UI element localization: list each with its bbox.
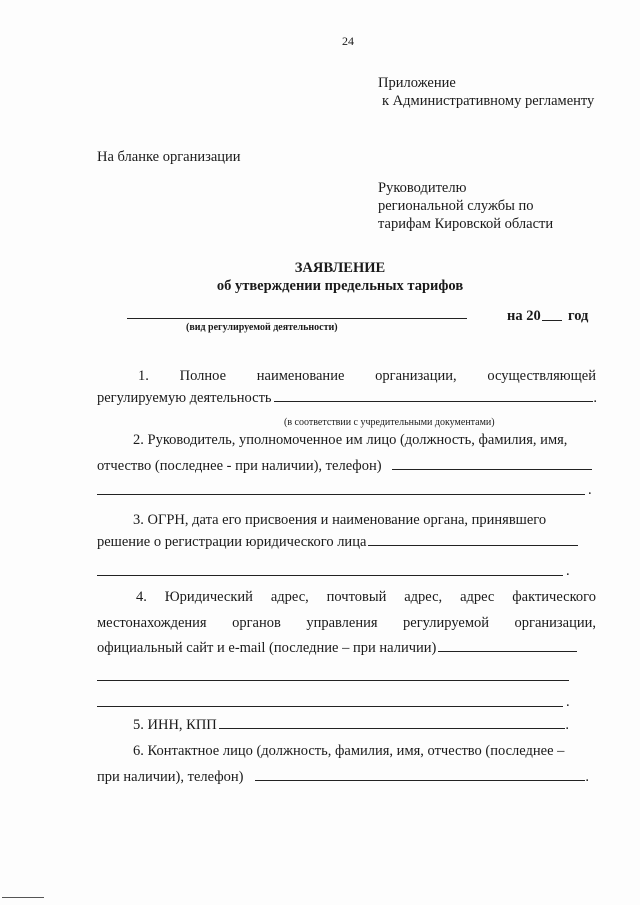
page-number: 24	[342, 34, 354, 48]
item-4-word: местонахождения	[97, 615, 207, 631]
inn-kpp-field[interactable]	[219, 716, 566, 729]
item-4-word: 4.	[136, 589, 147, 605]
item-2-label: отчество (последнее - при наличии), телефон)	[97, 458, 382, 474]
item-1-line-1	[138, 367, 596, 385]
item-4-line-1	[136, 588, 596, 606]
item-5-label: 5. ИНН, КПП	[133, 717, 217, 733]
item-1-caption: (в соответствии с учредительными документами)	[284, 417, 495, 428]
item-1-label: регулируемую деятельность	[97, 390, 272, 406]
item-5-line	[133, 716, 569, 734]
item-4-label: официальный сайт и e-mail (последние – при наличии)	[97, 640, 437, 656]
item-4-word: управления	[306, 615, 378, 631]
scan-edge-mark	[2, 897, 44, 898]
item-4-word: фактического	[512, 589, 596, 605]
item-6-line-1: 6. Контактное лицо (должность, фамилия, имя, отчество (последнее –	[133, 743, 565, 759]
item-1-word: 1.	[138, 368, 149, 384]
addressee-line-3: тарифам Кировской области	[378, 216, 554, 232]
item-1-end: .	[593, 390, 597, 406]
item-4-word: адрес,	[404, 589, 443, 605]
item-4-word: Юридический	[164, 589, 253, 605]
item-6-end: .	[585, 769, 589, 785]
item-3-end: .	[566, 563, 570, 579]
ogrn-field-continued[interactable]	[97, 575, 563, 576]
item-4-word: адрес	[460, 589, 495, 605]
organization-name-field[interactable]	[274, 389, 594, 402]
item-4-word: регулируемой	[403, 615, 490, 631]
appendix-line-1: Приложение	[378, 75, 456, 91]
ogrn-field[interactable]	[368, 533, 578, 546]
year-suffix: год	[568, 308, 589, 324]
item-6-line-2	[97, 768, 589, 786]
letterhead-note: На бланке организации	[97, 149, 241, 165]
item-4-word: адрес,	[270, 589, 309, 605]
item-3-label: решение о регистрации юридического лица	[97, 534, 367, 550]
activity-type-field[interactable]	[127, 318, 467, 319]
item-4-word: органов	[232, 615, 281, 631]
addressee-line-1: Руководителю	[378, 180, 467, 196]
item-5-end: .	[565, 717, 569, 733]
item-1-line-2	[97, 389, 597, 407]
year-field[interactable]	[542, 320, 562, 321]
item-1-word: осуществляющей	[487, 368, 596, 384]
item-2-line-1: 2. Руководитель, уполномоченное им лицо (должность, фамилия, имя,	[133, 432, 568, 448]
item-3-line-1: 3. ОГРН, дата его присвоения и наименование органа, принявшего	[133, 512, 547, 528]
item-3-line-2	[97, 533, 578, 551]
item-1-word: наименование	[256, 368, 345, 384]
director-field[interactable]	[392, 457, 592, 470]
address-field-continued-2[interactable]	[97, 706, 563, 707]
appendix-line-2: к Административному регламенту	[382, 93, 595, 109]
year-prefix: на 20	[507, 308, 541, 324]
item-4-end: .	[566, 694, 570, 710]
item-4-line-2	[97, 614, 596, 632]
address-field-continued-1[interactable]	[97, 680, 569, 681]
item-6-label: при наличии), телефон)	[97, 769, 244, 785]
item-1-word: организации,	[375, 368, 457, 384]
item-4-word: почтовый	[326, 589, 387, 605]
activity-type-caption: (вид регулируемой деятельности)	[186, 322, 338, 333]
director-field-continued[interactable]	[97, 494, 585, 495]
addressee-line-2: региональной службы по	[378, 198, 534, 214]
document-subtitle: об утверждении предельных тарифов	[216, 278, 464, 294]
contact-person-field[interactable]	[255, 768, 585, 781]
item-4-word: организации,	[514, 615, 596, 631]
address-field[interactable]	[438, 639, 577, 652]
item-2-line-2	[97, 457, 592, 475]
item-2-end: .	[588, 482, 592, 498]
item-4-line-3	[97, 639, 577, 657]
item-1-word: Полное	[179, 368, 227, 384]
document-title: ЗАЯВЛЕНИЕ	[294, 260, 386, 276]
